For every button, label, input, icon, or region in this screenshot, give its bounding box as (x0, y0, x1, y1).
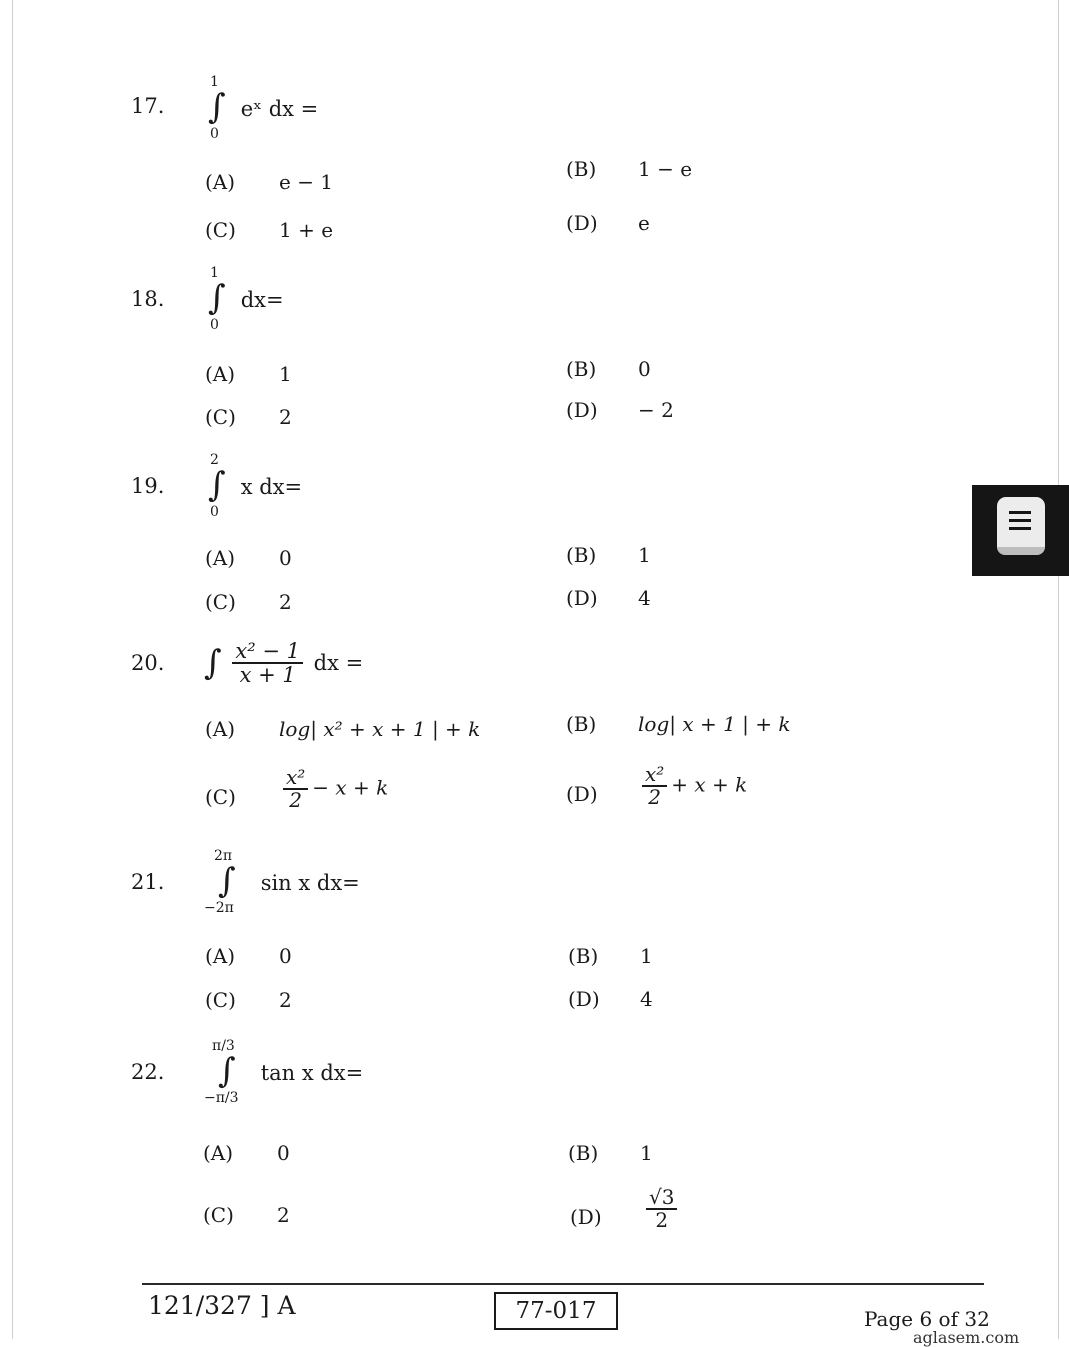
option-label: (D) (566, 211, 598, 235)
option-label: (A) (203, 1141, 234, 1165)
option-value: 2 (279, 405, 292, 429)
option-value: 1 − e (638, 157, 693, 181)
option-label: (D) (566, 586, 598, 610)
option-label: (C) (205, 405, 236, 429)
option-value: − 2 (638, 398, 674, 422)
option-label: (B) (568, 1141, 599, 1165)
option-label: (C) (205, 988, 236, 1012)
upper-limit: π/3 (212, 1038, 235, 1054)
integrand: x dx= (240, 475, 303, 499)
integral-symbol: ∫ (208, 278, 226, 318)
integral-symbol: ∫ (218, 861, 236, 901)
question-stem (204, 1038, 363, 1108)
option-label: (B) (566, 157, 597, 181)
fraction-numerator: x² − 1 (232, 640, 303, 664)
integral-sign (204, 1038, 254, 1108)
option-fraction (642, 764, 667, 808)
footer-rule (142, 1283, 984, 1285)
option-label: (A) (205, 717, 236, 741)
option-label: (C) (203, 1203, 234, 1227)
fraction-numerator: x² (283, 767, 308, 790)
option-value: 0 (279, 944, 292, 968)
integrand: eˣ dx = (240, 97, 319, 121)
upper-limit: 1 (210, 74, 219, 90)
question-number: 21. (131, 870, 165, 894)
integral-symbol: ∫ (208, 465, 226, 505)
lower-limit: 0 (210, 126, 219, 142)
integrand: dx = (313, 651, 364, 676)
page-number: Page 6 of 32 (864, 1307, 990, 1331)
option-value: 1 + e (279, 218, 334, 242)
option-label: (A) (205, 362, 236, 386)
integrand: tan x dx= (260, 1061, 364, 1085)
option-value: 1 (638, 543, 651, 567)
option-rest: − x + k (312, 775, 389, 800)
lower-limit: 0 (210, 504, 219, 520)
option-label: (B) (568, 944, 599, 968)
option-label: (A) (205, 546, 236, 570)
fraction-denominator: 2 (655, 1208, 669, 1232)
question-number: 17. (131, 94, 165, 118)
integral-sign (204, 74, 234, 144)
option-value: 1 (640, 944, 653, 968)
question-number: 18. (131, 287, 165, 311)
option-value (279, 767, 388, 811)
integral-symbol: ∫ (204, 643, 222, 684)
integral-symbol: ∫ (218, 1051, 236, 1091)
option-label: (B) (566, 712, 597, 736)
integral-sign (204, 848, 254, 918)
question-stem (204, 74, 318, 144)
option-value: 0 (277, 1141, 290, 1165)
option-label: (A) (205, 944, 236, 968)
fraction-numerator: x² (642, 764, 667, 787)
booklet-code-box: 77-017 (494, 1292, 618, 1330)
option-value: e (638, 211, 650, 235)
fraction-denominator: 2 (648, 785, 662, 809)
option-label: (D) (566, 782, 598, 806)
option-value: 0 (638, 357, 651, 381)
lower-limit: −2π (204, 900, 234, 916)
fraction-denominator: x + 1 (239, 663, 296, 688)
page-edge-right (1058, 0, 1059, 1339)
option-value: log| x + 1 | + k (638, 712, 791, 736)
option-value (642, 1187, 681, 1231)
question-stem (204, 452, 302, 522)
upper-limit: 2π (214, 848, 233, 864)
option-value: 4 (638, 586, 651, 610)
question-number: 19. (131, 474, 165, 498)
option-label: (D) (570, 1205, 602, 1229)
option-label: (B) (566, 543, 597, 567)
option-value: 0 (279, 546, 292, 570)
integrand: sin x dx= (260, 871, 360, 895)
option-label: (C) (205, 785, 236, 809)
option-fraction (283, 767, 308, 811)
option-label: (D) (568, 987, 600, 1011)
question-number: 22. (131, 1060, 165, 1084)
question-number: 20. (131, 651, 165, 675)
integral-sign (204, 452, 234, 522)
notes-book-icon[interactable] (972, 485, 1069, 576)
option-value: 1 (279, 362, 292, 386)
option-value: 1 (640, 1141, 653, 1165)
option-label: (A) (205, 170, 236, 194)
site-watermark: aglasem.com (913, 1328, 1020, 1347)
page-edge-left (12, 0, 13, 1339)
option-rest: + x + k (671, 772, 748, 797)
integrand-fraction (232, 640, 303, 686)
upper-limit: 2 (210, 452, 219, 468)
integrand: dx= (240, 288, 284, 312)
integral-sign (204, 265, 234, 335)
option-label: (C) (205, 218, 236, 242)
question-stem (204, 640, 363, 686)
option-value: e − 1 (279, 170, 334, 194)
integral-symbol: ∫ (208, 87, 226, 127)
option-value (638, 764, 747, 808)
option-value: 4 (640, 987, 653, 1011)
question-stem (204, 848, 360, 918)
option-value: 2 (279, 988, 292, 1012)
option-label: (B) (566, 357, 597, 381)
notes-book-tile (997, 497, 1045, 555)
option-fraction (646, 1187, 677, 1231)
paper-code: 121/327 ] A (148, 1291, 296, 1320)
question-stem (204, 265, 284, 335)
option-label: (C) (205, 590, 236, 614)
fraction-numerator: √3 (646, 1187, 677, 1210)
option-value: 2 (277, 1203, 290, 1227)
lower-limit: −π/3 (204, 1090, 239, 1106)
option-value: log| x² + x + 1 | + k (279, 717, 481, 741)
upper-limit: 1 (210, 265, 219, 281)
option-label: (D) (566, 398, 598, 422)
option-value: 2 (279, 590, 292, 614)
lower-limit: 0 (210, 317, 219, 333)
fraction-denominator: 2 (289, 788, 303, 812)
